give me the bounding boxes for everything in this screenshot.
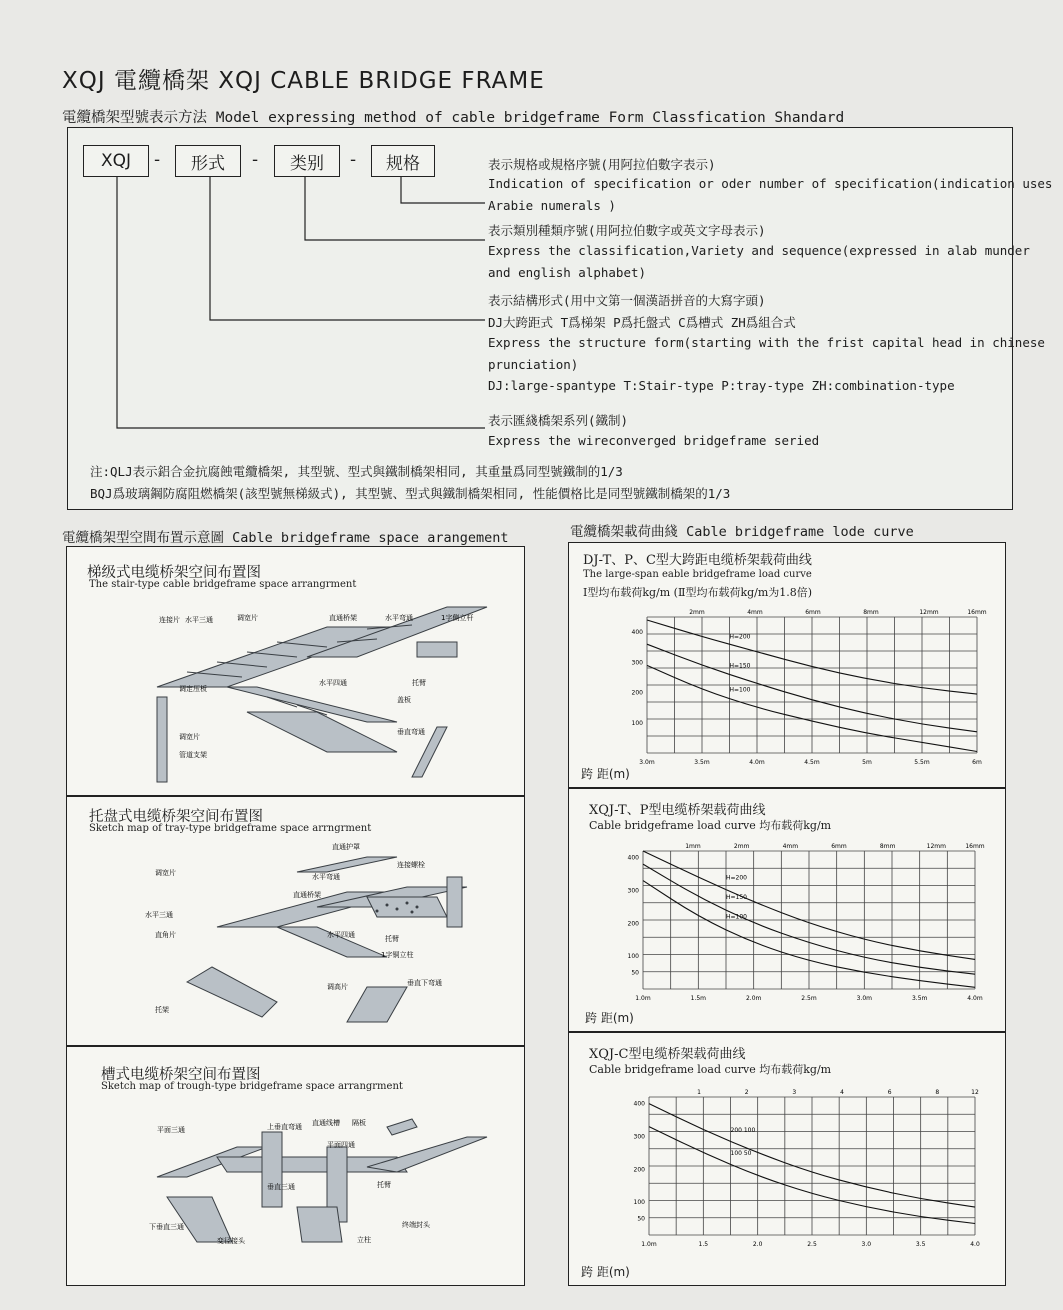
xqj-c-chart-title: XQJ-C型电缆桥架载荷曲线	[589, 1047, 746, 1062]
label-bianjing: 变径接头	[217, 1237, 245, 1245]
series-label-1: H=150	[729, 662, 751, 670]
desc-line-3: Arabie numerals )	[488, 198, 616, 213]
x-tick-label: 4.5m	[804, 759, 820, 766]
x-tick-label: 2.0	[752, 1241, 763, 1248]
desc-line-10: prunciation)	[488, 357, 579, 372]
desc-line-5: Express the classification,Variety and sequence(expressed in alab munder	[488, 243, 1030, 258]
top-tick-label: 4mm	[747, 609, 763, 616]
series-label-2: H=100	[726, 913, 747, 921]
xqj-c-load-chart	[569, 1083, 1005, 1253]
xqj-c-chart-xlabel: 跨 距(m)	[581, 1265, 630, 1279]
x-tick-label: 2.5	[807, 1241, 817, 1248]
top-tick-label: 16mm	[965, 843, 985, 850]
desc-line-12: 表示匯綫橋架系列(鐵制)	[488, 413, 629, 428]
y-tick-label: 50	[637, 1215, 645, 1223]
x-tick-label: 4.0m	[967, 995, 983, 1002]
x-tick-label: 2.0m	[745, 995, 762, 1002]
stair-type-panel	[66, 546, 525, 796]
xqj-c-chart-panel	[568, 1032, 1006, 1286]
top-tick-label: 12mm	[919, 609, 939, 616]
separator-2: -	[252, 150, 259, 170]
desc-line-6: and english alphabet)	[488, 265, 647, 280]
y-tick-label: 100	[633, 1199, 645, 1207]
label-tuobi-3: 托臂	[377, 1181, 391, 1189]
trough-type-illustration	[67, 1047, 526, 1287]
label-tongli-zhu: 1字铜立柱	[381, 951, 414, 959]
top-tick-label: 6	[887, 1089, 892, 1096]
label-shuiping-sitong: 水平四通	[319, 679, 347, 687]
top-tick-label: 8	[935, 1089, 940, 1096]
label-lianjie-luoshuan: 连接螺栓	[397, 861, 425, 869]
model-code-form: 形式	[175, 145, 241, 177]
label-pingmian-sitong: 平面四通	[327, 1141, 355, 1149]
top-tick-label: 4mm	[782, 843, 799, 850]
label-zhitong-qiaojia: 直通桥架	[293, 891, 321, 899]
label-chuizhi-xiawan: 垂直下弯通	[407, 979, 442, 987]
trough-type-subtitle: Sketch map of trough-type bridgeframe space arrangrment	[101, 1081, 403, 1092]
desc-line-7: 表示結構形式(用中文第一個漢語拼音的大寫字頭)	[488, 293, 766, 308]
label-tiaogaopian: 调高片	[327, 983, 348, 991]
x-tick-label: 1.5	[698, 1241, 709, 1248]
label-tuobi-2: 托臂	[385, 935, 399, 943]
label-shang-chuizhi: 上垂直弯通	[267, 1123, 302, 1131]
top-tick-label: 1mm	[685, 843, 701, 850]
desc-line-9: Express the structure form(starting with the frist capital head in chinese	[488, 335, 1045, 350]
dj-chart-title: DJ-T、P、C型大跨距电缆桥架载荷曲线	[583, 553, 812, 568]
label-geban: 隔板	[352, 1119, 366, 1127]
label-gaiban: 盖板	[397, 696, 411, 704]
x-tick-label: 3.5	[915, 1241, 926, 1248]
y-tick-label: 400	[631, 629, 643, 637]
series-label-1: 100 50	[730, 1149, 752, 1157]
y-tick-label: 100	[627, 953, 639, 961]
label-chuizhi-santong: 垂直三通	[267, 1183, 295, 1191]
label-shuiping-wantong-2: 水平弯通	[312, 873, 340, 881]
dj-load-chart	[569, 599, 1005, 766]
top-tick-label: 12	[971, 1089, 979, 1096]
x-tick-label: 2.5m	[801, 995, 817, 1002]
desc-line-8: DJ大跨距式 T爲梯架 P爲托盤式 C爲槽式 ZH爲組合式	[488, 315, 796, 330]
top-tick-label: 2mm	[689, 609, 705, 616]
x-tick-label: 6m	[972, 759, 982, 766]
y-tick-label: 400	[627, 854, 639, 862]
top-tick-label: 2	[744, 1089, 749, 1096]
tray-type-subtitle: Sketch map of tray-type bridgeframe space arrngrment	[89, 823, 372, 834]
label-pingmian-santong: 平面三通	[157, 1126, 185, 1134]
x-tick-label: 5.5m	[914, 759, 930, 766]
y-tick-label: 300	[633, 1133, 645, 1141]
page-subtitle: 電纜橋架型號表示方法 Model expressing method of cable bridgeframe Form Classfication Shandard	[62, 110, 845, 126]
x-tick-label: 3.0	[861, 1241, 872, 1248]
label-zhitong: 直通桥架	[329, 614, 357, 622]
x-tick-label: 1.5m	[690, 995, 707, 1002]
top-tick-label: 12mm	[926, 843, 946, 850]
label-zhitong-huzhao: 直通护罩	[332, 843, 360, 851]
xqj-tp-chart-title: XQJ-T、P型电缆桥架载荷曲线	[589, 803, 766, 818]
dj-chart-subtitle: The large-span eable bridgeframe load curve	[583, 569, 812, 580]
top-tick-label: 3	[792, 1089, 797, 1096]
x-tick-label: 1.0m	[635, 995, 651, 1002]
trough-type-title: 槽式电缆桥架空间布置图	[101, 1067, 261, 1083]
x-tick-label: 1.0m	[641, 1241, 657, 1248]
label-xia-chuizhi: 下垂直三通	[149, 1223, 184, 1231]
xqj-tp-load-chart	[569, 839, 1005, 1001]
tray-type-panel	[66, 796, 525, 1046]
label-zhijiaopian: 直角片	[155, 931, 176, 939]
label-guandao: 管道支架	[179, 751, 207, 759]
dj-chart-panel	[568, 542, 1006, 788]
desc-line-2: Indication of specification or oder number of specification(indication uses	[488, 176, 1053, 191]
top-tick-label: 8mm	[879, 843, 896, 850]
label-shuiping-santong-2: 水平三通	[145, 911, 173, 919]
y-tick-label: 400	[633, 1100, 645, 1108]
x-tick-label: 5m	[862, 759, 872, 766]
label-zhitong-xiancao: 直通线槽	[312, 1119, 340, 1127]
x-tick-label: 3.0m	[856, 995, 873, 1002]
top-tick-label: 4	[840, 1089, 844, 1096]
label-zhongduan-fengtou: 终端封头	[402, 1221, 430, 1229]
y-tick-label: 200	[631, 689, 643, 697]
stair-type-illustration	[67, 547, 526, 797]
y-tick-label: 50	[631, 969, 639, 977]
right-section-heading: 電纜橋架載荷曲綫 Cable bridgeframe lode curve	[570, 524, 914, 540]
trough-type-panel	[66, 1046, 525, 1286]
dj-chart-xlabel: 跨 距(m)	[581, 767, 630, 781]
y-tick-label: 300	[631, 659, 643, 667]
note-line-2: BQJ爲玻璃鋼防腐阻燃橋架(該型號無梯級式), 其型號、型式與鐵制橋架相同, 性能價格比是同型號鐵制橋架的1/3	[90, 486, 731, 501]
top-tick-label: 1	[697, 1089, 701, 1096]
y-tick-label: 100	[631, 719, 643, 727]
x-tick-label: 3.0m	[639, 759, 655, 766]
series-label-1: H=150	[726, 894, 747, 901]
label-lizhu: 立柱	[357, 1236, 371, 1244]
xqj-c-chart-subtitle: Cable bridgeframe load curve 均布载荷kg/m	[589, 1063, 832, 1076]
x-tick-label: 4.0	[970, 1241, 980, 1248]
model-code-spec: 规格	[371, 145, 435, 177]
label-tuobi: 托臂	[412, 679, 426, 687]
desc-line-1: 表示規格或規格序號(用阿拉伯數字表示)	[488, 157, 716, 172]
xqj-tp-chart-panel	[568, 788, 1006, 1032]
left-section-heading: 電纜橋架型空間布置示意圖 Cable bridgeframe space arangement	[62, 530, 509, 546]
label-tiaokuan-2: 调宽片	[179, 733, 200, 741]
desc-line-11: DJ:large-spantype T:Stair-type P:tray-type ZH:combination-type	[488, 378, 955, 393]
tray-type-title: 托盘式电缆桥架空间布置图	[89, 809, 263, 825]
stair-type-title: 梯级式电缆桥架空间布置图	[87, 565, 261, 581]
separator-1: -	[154, 150, 161, 170]
label-chuizhi-wantong: 垂直弯通	[397, 728, 425, 736]
dj-chart-subtitle2: Ⅰ型均布载荷kg/m (Ⅱ型均布载荷kg/m为1.8倍)	[583, 586, 813, 599]
label-shuiping-santong: 水平三通	[185, 616, 213, 624]
top-tick-label: 2mm	[733, 843, 750, 850]
label-shuiping-sitong-2: 水平四通	[327, 931, 355, 939]
y-tick-label: 200	[633, 1166, 645, 1174]
model-code-xqj: XQJ	[83, 145, 149, 177]
label-tiaoding: 调定压板	[179, 685, 207, 693]
desc-line-4: 表示類別種類序號(用阿拉伯數字或英文字母表示)	[488, 223, 766, 238]
label-lianjiepian: 连接片	[159, 616, 180, 624]
note-line-1: 注:QLJ表示鋁合金抗腐蝕電纜橋架, 其型號、型式與鐵制橋架相同, 其重量爲同型號鐵制的1/3	[90, 464, 623, 479]
x-tick-label: 3.5m	[911, 995, 928, 1002]
series-label-0: H=200	[729, 633, 751, 641]
x-tick-label: 3.5m	[694, 759, 710, 766]
label-shuiping-wantong: 水平弯通	[385, 614, 413, 622]
y-tick-label: 300	[627, 887, 639, 895]
top-tick-label: 8mm	[863, 609, 879, 616]
top-tick-label: 6mm	[831, 843, 847, 850]
separator-3: -	[350, 150, 357, 170]
y-tick-label: 200	[627, 920, 639, 928]
model-code-category: 类别	[274, 145, 340, 177]
stair-type-subtitle: The stair-type cable bridgeframe space arrangrment	[89, 579, 357, 590]
tray-type-illustration	[67, 797, 526, 1047]
x-tick-label: 4.0m	[749, 759, 765, 766]
series-label-2: H=100	[729, 686, 751, 694]
label-celigan: 1字侧立杆	[441, 614, 474, 622]
series-label-0: H=200	[726, 874, 747, 882]
xqj-tp-chart-xlabel: 跨 距(m)	[585, 1011, 634, 1025]
top-tick-label: 16mm	[967, 609, 987, 616]
label-tiaokuanpian-2: 调宽片	[155, 869, 176, 877]
label-tiaokuanpian: 调宽片	[237, 614, 258, 622]
desc-line-13: Express the wireconverged bridgeframe seried	[488, 433, 820, 448]
page-title: XQJ 電纜橋架 XQJ CABLE BRIDGE FRAME	[62, 68, 545, 94]
xqj-tp-chart-subtitle: Cable bridgeframe load curve 均布载荷kg/m	[589, 819, 832, 832]
top-tick-label: 6mm	[805, 609, 821, 616]
series-label-0: 200 100	[730, 1126, 756, 1134]
label-tuojia: 托架	[155, 1006, 169, 1014]
